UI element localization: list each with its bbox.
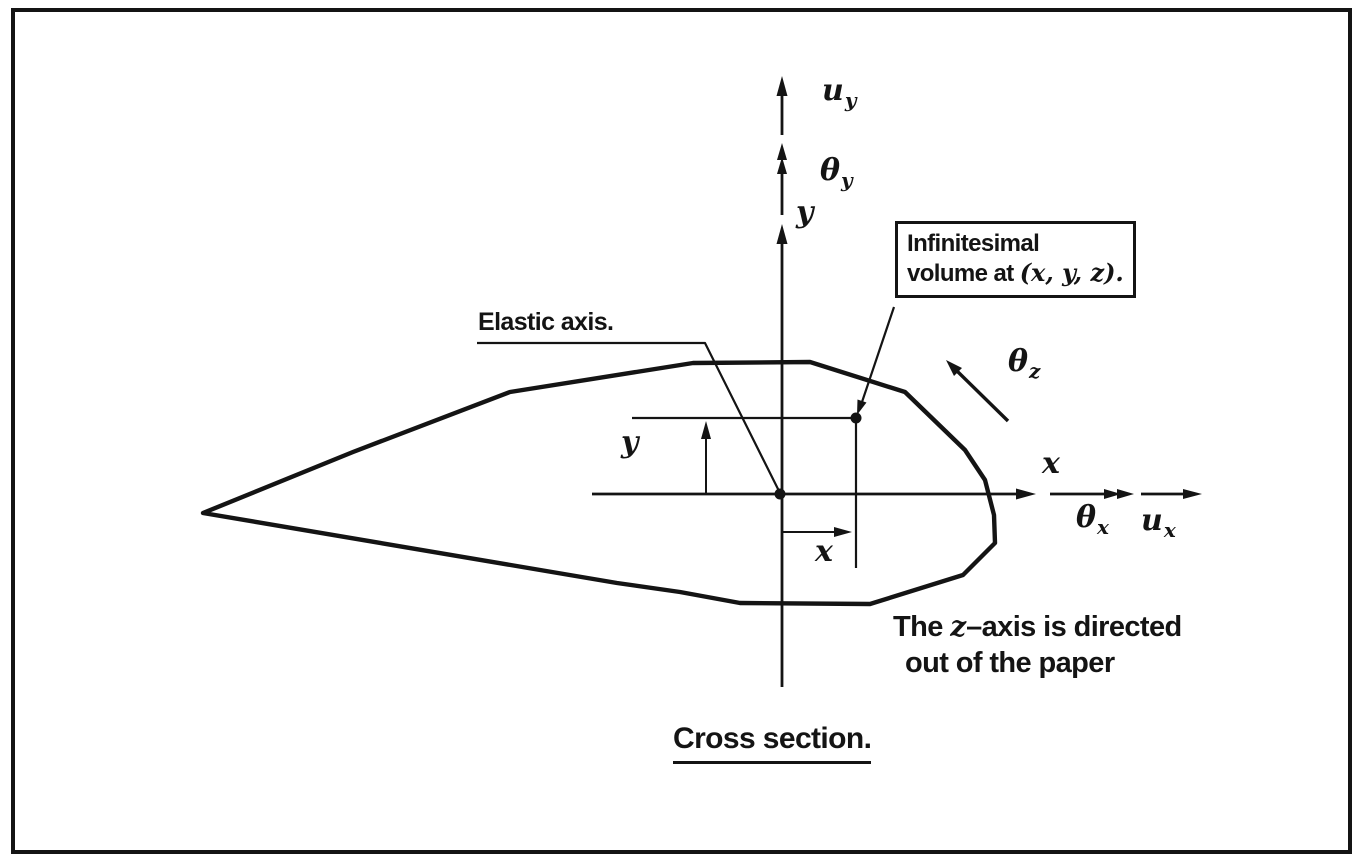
u-x-subscript: x: [1163, 518, 1176, 542]
theta-z-base: θ: [1008, 344, 1029, 379]
u-x-arrowhead: [1183, 489, 1202, 499]
figure-caption: Cross section.: [673, 722, 871, 764]
theta-x-arrowhead-right: [1117, 489, 1134, 499]
u-y-base: u: [822, 73, 844, 108]
note-line1-pre: The: [893, 611, 951, 643]
theta-x-subscript: x: [1097, 515, 1109, 539]
theta-y-axis-label: [820, 153, 853, 192]
y-dimension-arrowhead: [701, 421, 711, 439]
note-line1-math: z: [950, 610, 967, 643]
theta-y-subscript: y: [841, 168, 853, 192]
elastic-axis-origin-dot: [775, 489, 786, 500]
y-dimension-label: y: [621, 425, 639, 460]
z-axis-note: [893, 609, 1182, 682]
x-dimension-arrowhead: [834, 527, 852, 537]
u-x-axis-label: [1141, 503, 1176, 542]
theta-z-rotation-label: [1008, 344, 1041, 383]
infinitesimal-volume-callout: [895, 221, 1136, 298]
u-y-axis-label: [822, 73, 857, 112]
y-axis-arrowhead: [777, 224, 788, 244]
callout-line2: [907, 258, 1124, 288]
info-box-leader-arrowhead: [857, 400, 867, 416]
note-line2: out of the paper: [905, 647, 1115, 680]
airfoil-outline: [203, 362, 995, 604]
u-y-subscript: y: [844, 88, 857, 112]
x-axis-label: x: [1042, 446, 1060, 481]
x-dimension-label: x: [815, 534, 833, 569]
theta-x-base: θ: [1076, 500, 1097, 535]
note-line1: [893, 609, 1182, 645]
theta-x-axis-label: [1076, 500, 1109, 539]
callout-line2-math: (x, y, z).: [1019, 258, 1124, 288]
y-axis-label: y: [796, 195, 814, 230]
theta-y-base: θ: [820, 153, 841, 188]
u-x-base: u: [1141, 503, 1163, 538]
u-y-arrowhead: [777, 76, 788, 96]
elastic-axis-label: Elastic axis.: [478, 308, 614, 336]
callout-line2-text: volume at: [907, 260, 1020, 288]
theta-z-subscript: z: [1029, 359, 1041, 383]
note-line1-post: –axis is directed: [966, 611, 1182, 643]
x-axis-arrowhead: [1016, 489, 1036, 500]
theta-z-arrow-line: [957, 371, 1008, 421]
callout-line1: Infinitesimal: [907, 230, 1040, 257]
